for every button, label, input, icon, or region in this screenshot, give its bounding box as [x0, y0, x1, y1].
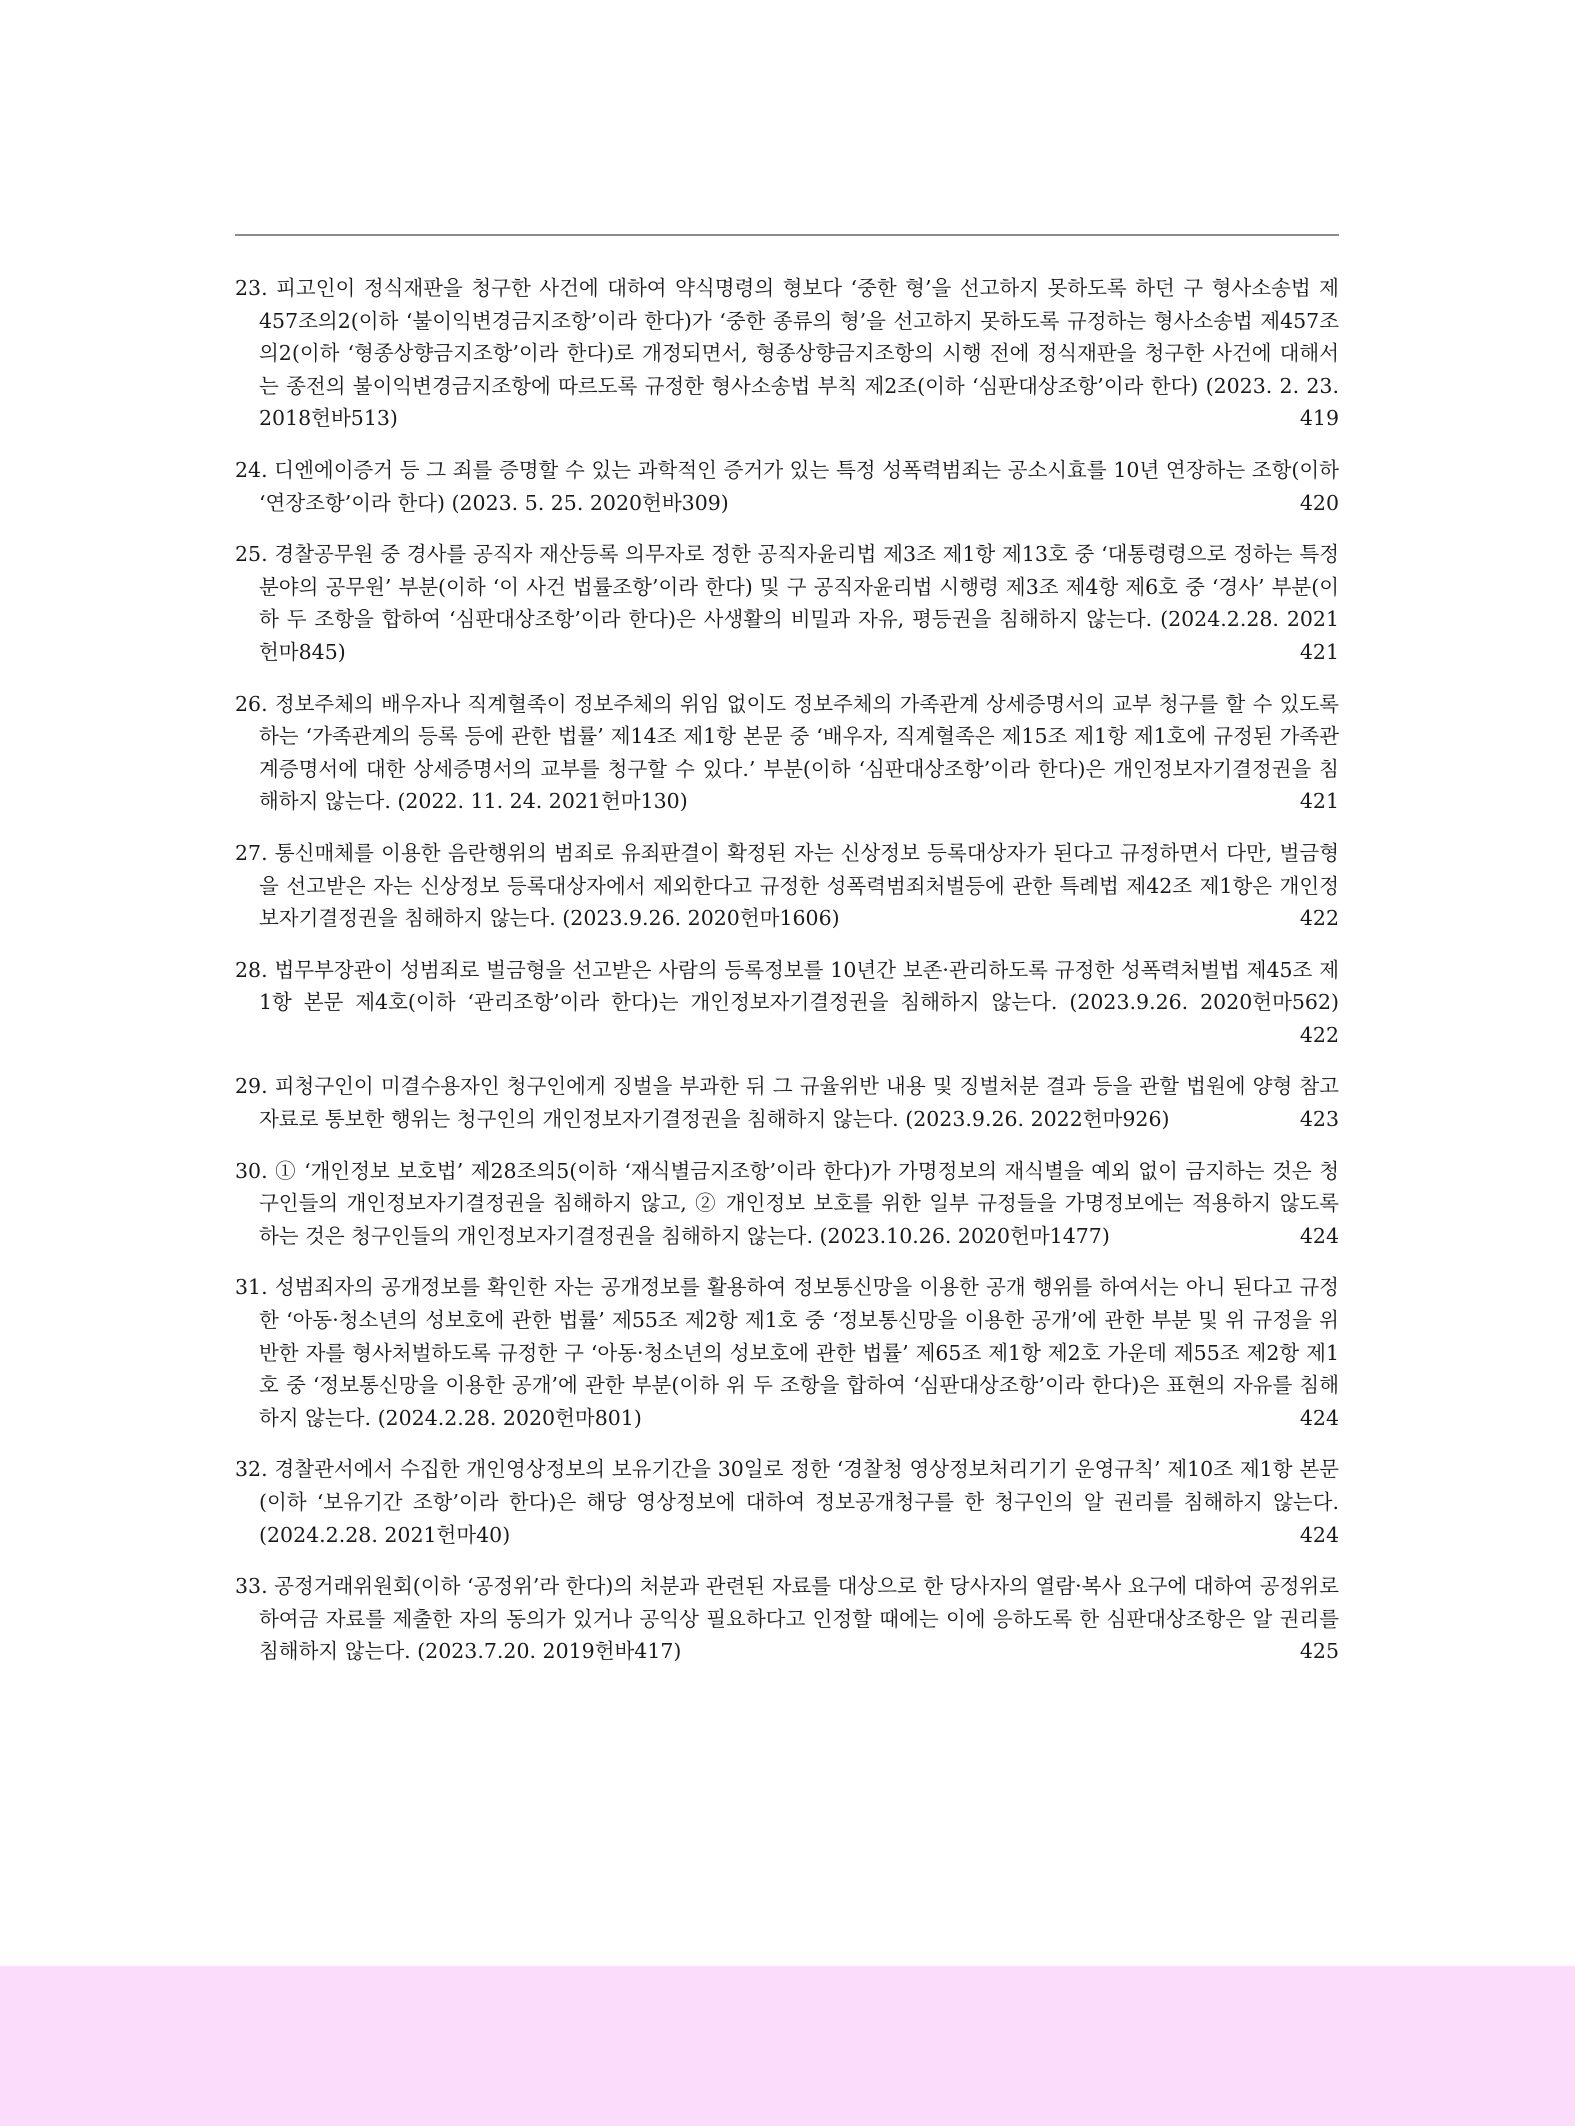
- entry-number: 30.: [235, 1158, 268, 1183]
- entry-number: 24.: [235, 457, 268, 482]
- list-item: [235, 954, 1339, 1052]
- list-item: [235, 688, 1339, 818]
- list-item: [235, 1570, 1339, 1668]
- header-rule: [235, 234, 1339, 236]
- entry-number: 33.: [235, 1574, 268, 1599]
- entry-page-number: 420: [1299, 490, 1339, 515]
- entry-text: 디엔에이증거 등 그 죄를 증명할 수 있는 과학적인 증거가 있는 특정 성폭력범죄는 공소시효를 10년 연장하는 조항(이하 ‘연장조항’이라 한다) (2023. 5. 25. 2020헌바309): [259, 457, 1339, 515]
- entry-page-number: 422: [1299, 906, 1339, 931]
- entry-page-number: 421: [1299, 639, 1339, 664]
- entry-text: 피고인이 정식재판을 청구한 사건에 대하여 약식명령의 형보다 ‘중한 형’을 선고하지 못하도록 하던 구 형사소송법 제457조의2(이하 ‘불이익변경금지조항’이라 한다)가 ‘중한 종류의 형’을 선고하지 못하도록 규정하는 형사소송법 제457조의2(이하 ‘형종상향금지조항’이라 한다)로 개정되면서, 형종상향금지조항의 시행 전에 정식재판을 청구한 사건에 대해서는 종전의 불이익변경금지조항에 따르도록 규정한 형사소송법 부칙 제2조(이하 ‘심판대상조항’이라 한다) (2023. 2. 23. 2018헌바513): [259, 276, 1339, 431]
- list-item: [235, 538, 1339, 668]
- entry-text: 법무부장관이 성범죄로 벌금형을 선고받은 사람의 등록정보를 10년간 보존·관리하도록 규정한 성폭력처벌법 제45조 제1항 본문 제4호(이하 ‘관리조항’이라 한다)는 개인정보자기결정권을 침해하지 않는다. (2023.9.26. 2020헌마562): [259, 957, 1339, 1015]
- entry-text: 피청구인이 미결수용자인 청구인에게 징벌을 부과한 뒤 그 규율위반 내용 및 징벌처분 결과 등을 관할 법원에 양형 참고자료로 통보한 행위는 청구인의 개인정보자기결정권을 침해하지 않는다. (2023.9.26. 2022헌마926): [259, 1074, 1339, 1132]
- entry-number: 25.: [235, 542, 268, 567]
- entry-text: ① ‘개인정보 보호법’ 제28조의5(이하 ‘재식별금지조항’이라 한다)가 가명정보의 재식별을 예외 없이 금지하는 것은 청구인들의 개인정보자기결정권을 침해하지 않고, ② 개인정보 보호를 위한 일부 규정들을 가명정보에는 적용하지 않도록 하는 것은 청구인들의 개인정보자기결정권을 침해하지 않는다. (2023.10.26. 2020헌마1477): [259, 1158, 1339, 1248]
- entry-number: 32.: [235, 1457, 268, 1482]
- list-item: [235, 1271, 1339, 1434]
- entry-number: 26.: [235, 691, 268, 716]
- list-item: [235, 272, 1339, 435]
- entry-page-number: 424: [1299, 1223, 1339, 1248]
- entry-page-number: 424: [1299, 1522, 1339, 1547]
- entry-page-number: 423: [1299, 1107, 1339, 1132]
- list-item: [235, 454, 1339, 519]
- entry-text: 경찰공무원 중 경사를 공직자 재산등록 의무자로 정한 공직자윤리법 제3조 제1항 제13호 중 ‘대통령령으로 정하는 특정 분야의 공무원’ 부분(이하 ‘이 사건 법률조항’이라 한다) 및 구 공직자윤리법 시행령 제3조 제4항 제6호 중 ‘경사’ 부분(이하 두 조항을 합하여 ‘심판대상조항’이라 한다)은 사생활의 비밀과 자유, 평등권을 침해하지 않는다. (2024.2.28. 2021헌마845): [259, 542, 1339, 664]
- list-item: [235, 1155, 1339, 1253]
- list-item: [235, 1070, 1339, 1135]
- entry-number: 29.: [235, 1074, 268, 1099]
- list-item: [235, 837, 1339, 935]
- entry-text: 통신매체를 이용한 음란행위의 범죄로 유죄판결이 확정된 자는 신상정보 등록대상자가 된다고 규정하면서 다만, 벌금형을 선고받은 자는 신상정보 등록대상자에서 제외한다고 규정한 성폭력범죄처벌등에 관한 특례법 제42조 제1항은 개인정보자기결정권을 침해하지 않는다. (2023.9.26. 2020헌마1606): [259, 840, 1339, 931]
- entry-page-number: 421: [1299, 789, 1339, 814]
- list-item: [235, 1453, 1339, 1551]
- entry-number: 31.: [235, 1275, 268, 1300]
- footer-band: [0, 1966, 1575, 2126]
- entry-page-number: 419: [1299, 406, 1339, 431]
- entry-number: 27.: [235, 840, 268, 865]
- entry-text: 정보주체의 배우자나 직계혈족이 정보주체의 위임 없이도 정보주체의 가족관계 상세증명서의 교부 청구를 할 수 있도록 하는 ‘가족관계의 등록 등에 관한 법률’ 제14조 제1항 본문 중 ‘배우자, 직계혈족은 제15조 제1항 제1호에 규정된 가족관계증명서에 대한 상세증명서의 교부를 청구할 수 있다.’ 부분(이하 ‘심판대상조항’이라 한다)은 개인정보자기결정권을 침해하지 않는다. (2022. 11. 24. 2021헌마130): [259, 691, 1339, 814]
- entry-number: 23.: [235, 276, 268, 300]
- entry-number: 28.: [235, 957, 268, 982]
- entry-page-number: 422: [1299, 1022, 1339, 1047]
- contents-list: [235, 272, 1339, 1687]
- entry-text: 공정거래위원회(이하 ‘공정위’라 한다)의 처분과 관련된 자료를 대상으로 한 당사자의 열람·복사 요구에 대하여 공정위로 하여금 자료를 제출한 자의 동의가 있거나 공익상 필요하다고 인정할 때에는 이에 응하도록 한 심판대상조항은 알 권리를 침해하지 않는다. (2023.7.20. 2019헌바417): [259, 1574, 1339, 1664]
- entry-text: 성범죄자의 공개정보를 확인한 자는 공개정보를 활용하여 정보통신망을 이용한 공개 행위를 하여서는 아니 된다고 규정한 ‘아동·청소년의 성보호에 관한 법률’ 제55조 제2항 제1호 중 ‘정보통신망을 이용한 공개’에 관한 부분 및 위 규정을 위반한 자를 형사처벌하도록 규정한 구 ‘아동·청소년의 성보호에 관한 법률’ 제65조 제1항 제2호 가운데 제55조 제2항 제1호 중 ‘정보통신망을 이용한 공개’에 관한 부분(이하 위 두 조항을 합하여 ‘심판대상조항’이라 한다)은 표현의 자유를 침해하지 않는다. (2024.2.28. 2020헌마801): [259, 1275, 1339, 1430]
- entry-page-number: 424: [1299, 1405, 1339, 1430]
- entry-text: 경찰관서에서 수집한 개인영상정보의 보유기간을 30일로 정한 ‘경찰청 영상정보처리기기 운영규칙’ 제10조 제1항 본문(이하 ‘보유기간 조항’이라 한다)은 해당 영상정보에 대하여 정보공개청구를 한 청구인의 알 권리를 침해하지 않는다. (2024.2.28. 2021헌마40): [259, 1457, 1339, 1547]
- entry-page-number: 425: [1299, 1639, 1339, 1664]
